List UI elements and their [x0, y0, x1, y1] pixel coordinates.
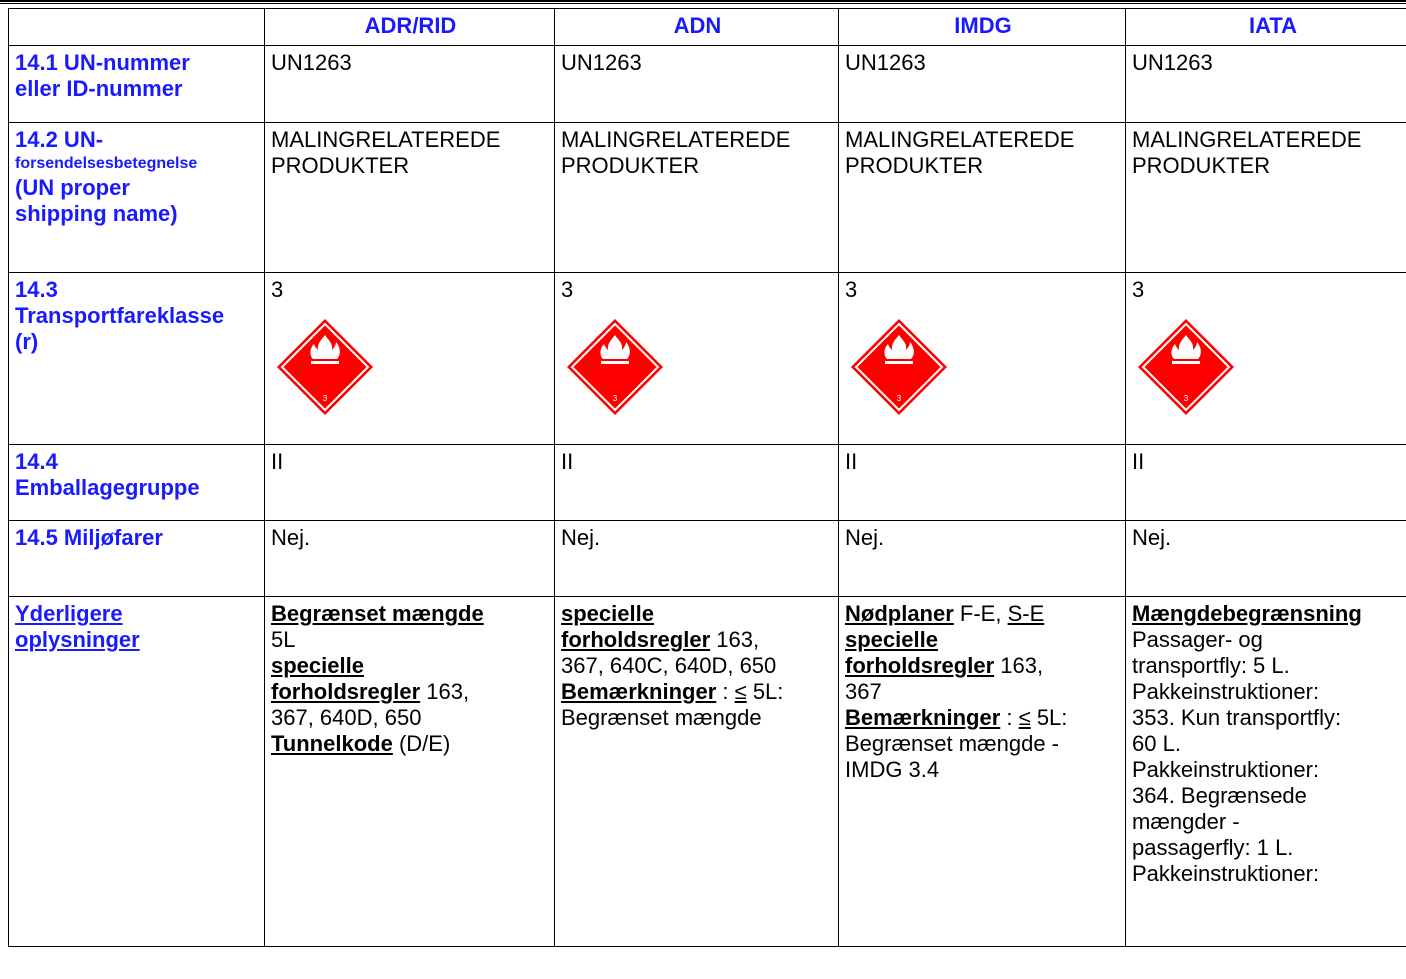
cell-hazard-class-adn — [555, 273, 839, 445]
label-shipping-name-line4: shipping name) — [15, 201, 178, 226]
cell-packing-group-adn: II — [555, 445, 839, 521]
hazard-class-iata-value: 3 — [1132, 277, 1145, 302]
adr-tunnel-value: (D/E) — [392, 731, 451, 756]
adr-special-value-1: 163, — [420, 679, 470, 704]
cell-hazard-class-imdg — [839, 273, 1126, 445]
iata-line: 353. Kun transportfly: — [1132, 705, 1342, 730]
cell-shipping-name-adn — [555, 123, 839, 273]
imdg-ems-label: Nødplaner — [845, 601, 954, 626]
flammable-liquid-diamond-icon — [565, 317, 665, 417]
adn-remarks-le: ≤ — [734, 679, 747, 704]
shipping-name-imdg-line1: MALINGRELATEREDE — [845, 127, 1075, 152]
cell-shipping-name-adr — [265, 123, 555, 273]
cell-further-info-iata — [1126, 597, 1406, 947]
imdg-special-label-1: specielle — [845, 627, 938, 652]
cell-environment-iata: Nej. — [1126, 521, 1406, 597]
cell-packing-group-imdg: II — [839, 445, 1126, 521]
adn-special-label-1: specielle — [561, 601, 654, 626]
cell-further-info-adn — [555, 597, 839, 947]
cell-hazard-class-iata — [1126, 273, 1406, 445]
shipping-name-adn-line2: PRODUKTER — [561, 153, 700, 178]
label-hazard-class — [9, 273, 265, 445]
transport-info-table — [8, 8, 1406, 947]
pictogram-number: 3 — [612, 394, 618, 403]
adr-limited-label: Begrænset mængde — [271, 601, 484, 626]
cell-environment-adr: Nej. — [265, 521, 555, 597]
further-info-link-line1[interactable]: Yderligere — [15, 601, 123, 626]
row-un-number — [9, 46, 1406, 123]
pictogram-number: 3 — [1183, 394, 1189, 403]
imdg-remarks-value-2: Begrænset mængde - — [845, 731, 1059, 756]
hazard-class-imdg-value: 3 — [845, 277, 858, 302]
row-further-info — [9, 597, 1406, 947]
row-environment — [9, 521, 1406, 597]
hazard-class-adn-value: 3 — [561, 277, 574, 302]
imdg-remarks-sep: : — [1000, 705, 1019, 730]
cell-packing-group-adr: II — [265, 445, 555, 521]
row-shipping-name — [9, 123, 1406, 273]
header-iata: IATA — [1126, 9, 1406, 46]
shipping-name-adn-line1: MALINGRELATEREDE — [561, 127, 791, 152]
cell-shipping-name-iata — [1126, 123, 1406, 273]
label-packing-group-line2: Emballagegruppe — [15, 475, 200, 500]
label-shipping-name — [9, 123, 265, 273]
cell-un-number-adr: UN1263 — [265, 46, 555, 123]
imdg-remarks-label: Bemærkninger — [845, 705, 1001, 730]
shipping-name-iata-line1: MALINGRELATEREDE — [1132, 127, 1362, 152]
label-packing-group — [9, 445, 265, 521]
label-packing-group-line1: 14.4 — [15, 449, 58, 474]
label-environment: 14.5 Miljøfarer — [9, 521, 265, 597]
adr-special-label-1: specielle — [271, 653, 364, 678]
adr-special-label-2: forholdsregler — [271, 679, 421, 704]
cell-shipping-name-imdg — [839, 123, 1126, 273]
row-hazard-class — [9, 273, 1406, 445]
shipping-name-adr-line1: MALINGRELATEREDE — [271, 127, 501, 152]
cell-un-number-iata: UN1263 — [1126, 46, 1406, 123]
imdg-special-label-2: forholdsregler — [845, 653, 995, 678]
label-shipping-name-line2: forsendelsesbetegnelse — [15, 155, 198, 172]
flammable-liquid-diamond-icon — [849, 317, 949, 417]
iata-line: transportfly: 5 L. — [1132, 653, 1290, 678]
adn-remarks-value-1: 5L: — [746, 679, 784, 704]
label-hazard-class-line3: (r) — [15, 329, 39, 354]
imdg-remarks-le: ≤ — [1018, 705, 1031, 730]
pictogram-number: 3 — [322, 394, 328, 403]
label-un-number — [9, 46, 265, 123]
label-further-info[interactable] — [9, 597, 265, 947]
iata-line: 364. Begrænsede — [1132, 783, 1307, 808]
label-shipping-name-line3: (UN proper — [15, 175, 130, 200]
label-shipping-name-line1: 14.2 UN- — [15, 127, 104, 152]
adn-remarks-sep: : — [716, 679, 735, 704]
header-imdg: IMDG — [839, 9, 1126, 46]
cell-further-info-imdg — [839, 597, 1126, 947]
iata-line: Passager- og — [1132, 627, 1263, 652]
iata-quantity-label: Mængdebegrænsning — [1132, 601, 1362, 626]
adn-special-value-1: 163, — [710, 627, 760, 652]
cell-further-info-adr — [265, 597, 555, 947]
imdg-remarks-value-3: IMDG 3.4 — [845, 757, 940, 782]
adn-special-value-2: 367, 640C, 640D, 650 — [561, 653, 777, 678]
imdg-ems-value-1: F-E, — [953, 601, 1008, 626]
row-packing-group — [9, 445, 1406, 521]
adr-tunnel-label: Tunnelkode — [271, 731, 393, 756]
imdg-remarks-value-1: 5L: — [1030, 705, 1068, 730]
flammable-liquid-diamond-icon — [275, 317, 375, 417]
adn-remarks-label: Bemærkninger — [561, 679, 717, 704]
header-row — [9, 9, 1406, 46]
iata-line: Pakkeinstruktioner: — [1132, 861, 1320, 886]
iata-line: mængder - — [1132, 809, 1240, 834]
shipping-name-adr-line2: PRODUKTER — [271, 153, 410, 178]
cell-environment-adn: Nej. — [555, 521, 839, 597]
shipping-name-iata-line2: PRODUKTER — [1132, 153, 1271, 178]
cell-un-number-adn: UN1263 — [555, 46, 839, 123]
iata-line: Pakkeinstruktioner: — [1132, 757, 1320, 782]
adr-limited-value: 5L — [271, 627, 296, 652]
hazard-class-adr-value: 3 — [271, 277, 284, 302]
header-adn: ADN — [555, 9, 839, 46]
imdg-special-value-1: 163, — [994, 653, 1044, 678]
iata-line: Pakkeinstruktioner: — [1132, 679, 1320, 704]
cell-packing-group-iata: II — [1126, 445, 1406, 521]
iata-line: 60 L. — [1132, 731, 1181, 756]
top-rule — [0, 0, 1406, 4]
label-hazard-class-line1: 14.3 — [15, 277, 58, 302]
cell-un-number-imdg: UN1263 — [839, 46, 1126, 123]
imdg-ems-value-2: S-E — [1007, 601, 1045, 626]
cell-environment-imdg: Nej. — [839, 521, 1126, 597]
header-adr-rid: ADR/RID — [265, 9, 555, 46]
cell-hazard-class-adr — [265, 273, 555, 445]
label-hazard-class-line2: Transportfareklasse — [15, 303, 225, 328]
adr-special-value-2: 367, 640D, 650 — [271, 705, 422, 730]
flammable-liquid-diamond-icon — [1136, 317, 1236, 417]
corner-cell — [9, 9, 265, 46]
imdg-special-value-2: 367 — [845, 679, 882, 704]
iata-line: passagerfly: 1 L. — [1132, 835, 1294, 860]
adn-remarks-value-2: Begrænset mængde — [561, 705, 762, 730]
further-info-link-line2[interactable]: oplysninger — [15, 627, 140, 652]
pictogram-number: 3 — [896, 394, 902, 403]
label-un-number-line2: eller ID-nummer — [15, 76, 183, 101]
adn-special-label-2: forholdsregler — [561, 627, 711, 652]
label-un-number-line1: 14.1 UN-nummer — [15, 50, 190, 75]
shipping-name-imdg-line2: PRODUKTER — [845, 153, 984, 178]
